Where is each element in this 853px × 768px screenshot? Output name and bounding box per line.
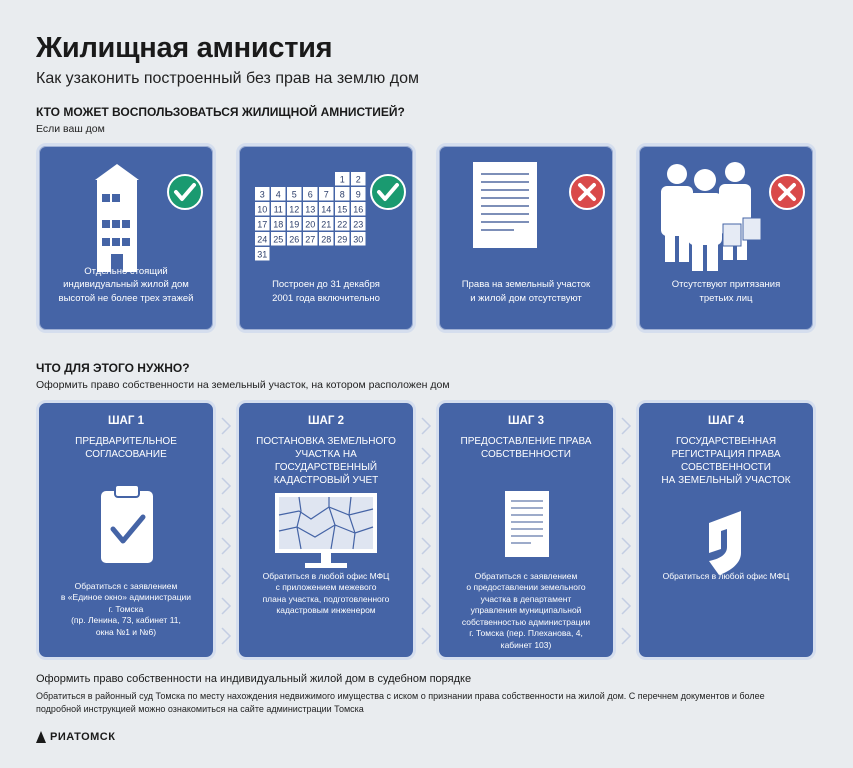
step-title: ГОСУДАРСТВЕННАЯ РЕГИСТРАЦИЯ ПРАВА СОБСТВЕННОСТИ НА ЗЕМЕЛЬНЫЙ УЧАСТОК — [661, 436, 791, 486]
svg-text:16: 16 — [353, 204, 364, 215]
svg-text:26: 26 — [289, 234, 300, 245]
svg-text:27: 27 — [305, 234, 316, 245]
svg-text:18: 18 — [273, 219, 284, 230]
step-description: Обратиться с заявлением в «Единое окно» администрации г. Томска (пр. Ленина, 73, кабинет 11, окна №1 и №6) — [60, 581, 192, 637]
page-subtitle: Как узаконить построенный без прав на землю дом — [36, 70, 419, 87]
step-description: Обратиться в любой офис МФЦ с приложением межевого плана участка, подготовленного кадастровым инженером — [262, 571, 390, 616]
calendar-day — [255, 232, 270, 246]
calendar-day — [303, 232, 318, 246]
svg-text:1: 1 — [339, 174, 345, 185]
svg-text:30: 30 — [353, 234, 364, 245]
svg-text:31: 31 — [257, 249, 268, 260]
calendar-day — [255, 247, 270, 261]
calendar-day — [287, 232, 302, 246]
step-description: Обратиться с заявлением о предоставлении земельного участка в департамент управления муниципальной собственностью администрации г. Томска (пер. Плеханова, 4, кабинет 103) — [461, 571, 591, 650]
calendar-day — [303, 202, 318, 216]
cross-icon — [769, 174, 805, 210]
svg-text:29: 29 — [337, 234, 348, 245]
clipboard-icon — [39, 485, 213, 575]
calendar-day — [271, 217, 286, 231]
criteria-card-rights — [436, 143, 616, 333]
step-2 — [236, 400, 416, 660]
svg-text:2: 2 — [355, 174, 361, 185]
step-3 — [436, 400, 616, 660]
calendar-day — [255, 202, 270, 216]
calendar-day — [255, 187, 270, 201]
calendar-day — [335, 232, 350, 246]
step-title: ПРЕДОСТАВЛЕНИЕ ПРАВА СОБСТВЕННОСТИ — [460, 436, 592, 460]
calendar-day — [303, 217, 318, 231]
section2-heading: ЧТО ДЛЯ ЭТОГО НУЖНО? — [36, 361, 190, 375]
svg-text:11: 11 — [273, 204, 283, 215]
step-description: Обратиться в любой офис МФЦ — [662, 571, 790, 581]
house-icon — [39, 146, 213, 276]
svg-text:3: 3 — [259, 189, 265, 200]
svg-text:22: 22 — [337, 219, 348, 230]
calendar-day — [319, 232, 334, 246]
calendar-day — [351, 232, 366, 246]
ria-tomsk-logo: РИАТОМСК — [36, 731, 115, 743]
criteria-card-house — [36, 143, 216, 333]
svg-text:24: 24 — [257, 234, 268, 245]
calendar-day — [319, 187, 334, 201]
step-label: ШАГ 1 — [108, 415, 144, 427]
chevron-right-icon — [619, 410, 633, 650]
svg-text:7: 7 — [323, 189, 329, 200]
step-label: ШАГ 4 — [708, 415, 744, 427]
calendar-day — [351, 217, 366, 231]
page-title: Жилищная амнистия — [36, 32, 333, 64]
svg-text:19: 19 — [289, 219, 300, 230]
section1-heading: КТО МОЖЕТ ВОСПОЛЬЗОВАТЬСЯ ЖИЛИЩНОЙ АМНИСТИЕЙ? — [36, 105, 405, 119]
svg-text:4: 4 — [275, 189, 281, 200]
monitor-map-icon — [239, 485, 413, 575]
calendar-day — [319, 217, 334, 231]
criteria-card-claims — [636, 143, 816, 333]
calendar-icon — [239, 146, 413, 276]
svg-text:17: 17 — [257, 219, 268, 230]
calendar-day — [271, 202, 286, 216]
calendar-day — [351, 202, 366, 216]
card-caption: Построен до 31 декабря 2001 года включительно — [272, 279, 380, 305]
card-caption: Отсутствуют притязания третьих лиц — [671, 279, 781, 305]
step-4 — [636, 400, 816, 660]
step-label: ШАГ 2 — [308, 415, 344, 427]
chevron-right-icon — [219, 410, 233, 650]
checkmark-icon — [370, 174, 406, 210]
chevron-right-icon — [419, 410, 433, 650]
calendar-day — [271, 232, 286, 246]
svg-text:6: 6 — [307, 189, 313, 200]
calendar-day — [335, 217, 350, 231]
svg-text:15: 15 — [337, 204, 348, 215]
svg-text:25: 25 — [273, 234, 284, 245]
step-title: ПРЕДВАРИТЕЛЬНОЕ СОГЛАСОВАНИЕ — [75, 436, 177, 460]
document-icon — [439, 485, 613, 575]
court-heading: Оформить право собственности на индивидуальный жилой дом в судебном порядке — [36, 673, 472, 685]
calendar-day — [287, 187, 302, 201]
calendar-day — [287, 217, 302, 231]
calendar-day — [303, 187, 318, 201]
logo-mark-icon — [36, 731, 46, 743]
svg-text:20: 20 — [305, 219, 316, 230]
step-title: ПОСТАНОВКА ЗЕМЕЛЬНОГО УЧАСТКА НА ГОСУДАРСТВЕННЫЙ КАДАСТРОВЫЙ УЧЕТ — [256, 436, 396, 486]
svg-text:23: 23 — [353, 219, 364, 230]
svg-text:5: 5 — [291, 189, 297, 200]
svg-text:8: 8 — [339, 189, 345, 200]
calendar-day — [351, 172, 366, 186]
calendar-day — [335, 172, 350, 186]
cross-icon — [569, 174, 605, 210]
document-icon — [439, 146, 613, 276]
step-1 — [36, 400, 216, 660]
calendar-day — [255, 217, 270, 231]
card-caption: Отдельно стоящий индивидуальный жилой дом высотой не более трех этажей — [58, 265, 194, 305]
step-label: ШАГ 3 — [508, 415, 544, 427]
svg-text:28: 28 — [321, 234, 332, 245]
calendar-day — [287, 202, 302, 216]
svg-text:12: 12 — [289, 204, 300, 215]
svg-text:9: 9 — [355, 189, 361, 200]
calendar-day — [335, 187, 350, 201]
section2-intro: Оформить право собственности на земельный участок, на котором расположен дом — [36, 379, 450, 391]
checkmark-icon — [167, 174, 203, 210]
svg-text:10: 10 — [257, 204, 268, 215]
svg-text:13: 13 — [305, 204, 316, 215]
calendar-day — [351, 187, 366, 201]
calendar-day — [271, 187, 286, 201]
calendar-day — [319, 202, 334, 216]
svg-text:14: 14 — [321, 204, 332, 215]
section1-intro: Если ваш дом — [36, 123, 105, 135]
card-caption: Права на земельный участок и жилой дом отсутствуют — [461, 279, 591, 305]
criteria-card-date — [236, 143, 416, 333]
court-text: Обратиться в районный суд Томска по месту нахождения недвижимого имущества с иском о признании права собственности на жилой дом. С перечнем документов и более подробной инструкцией можно ознакомиться на сайте администрации Томска — [36, 691, 765, 715]
svg-text:21: 21 — [321, 219, 332, 230]
calendar-day — [335, 202, 350, 216]
people-icon — [639, 146, 813, 276]
